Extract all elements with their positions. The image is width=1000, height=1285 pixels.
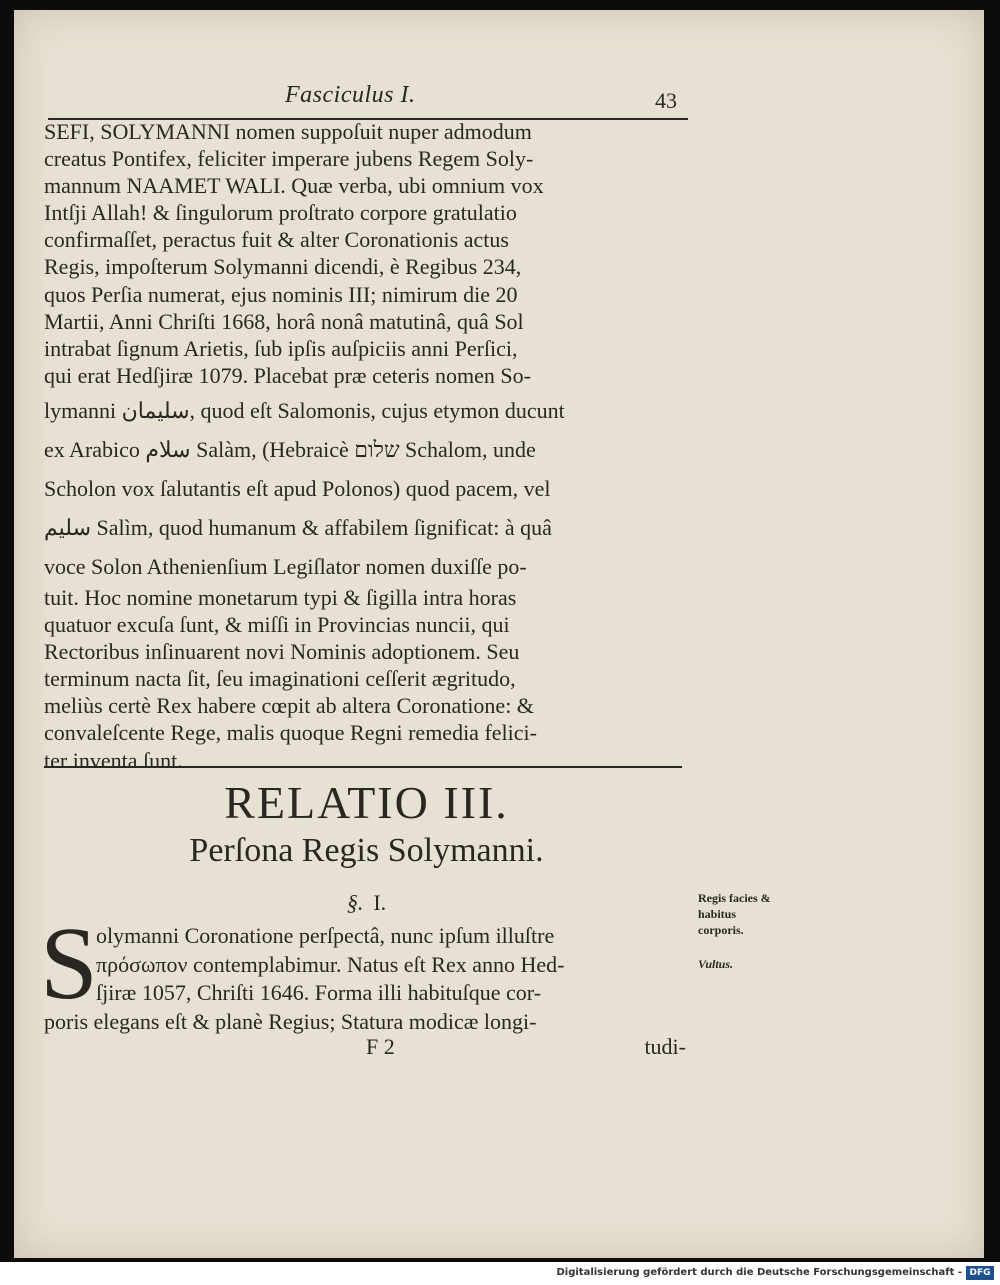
text-line: tuit. Hoc nomine monetarum typi & ſigilla intra horas	[44, 584, 517, 610]
text-line: SEFI, SOLYMANNI nomen suppoſuit nuper admodum	[44, 119, 532, 144]
text-line: confirmaſſet, peractus fuit & alter Coronationis actus	[44, 227, 509, 253]
text-line: quos Perſia numerat, ejus nominis III; nimirum die 20	[44, 281, 518, 307]
text-line: meliùs certè Rex habere cœpit ab altera Coronatione: &	[44, 693, 534, 719]
footer-bar	[0, 1262, 1000, 1285]
text-line: voce Solon Athenienſium Legiſlator nomen duxiſſe po-	[44, 553, 527, 579]
section-rule	[44, 766, 682, 768]
text-line: terminum nacta ſit, ſeu imaginationi ceſſerit ægritudo,	[44, 666, 516, 692]
text-line: intrabat ſignum Arietis, ſub ipſis auſpiciis anni Perſici,	[44, 335, 518, 361]
text-line: πρόσωπον contemplabimur. Natus eſt Rex anno Hed-	[96, 951, 565, 977]
text-line: Scholon vox ſalutantis eſt apud Polonos) quod pacem, vel	[44, 475, 551, 501]
section-title: RELATIO III.	[224, 777, 509, 828]
margin-notes	[698, 890, 778, 972]
body-text	[44, 118, 689, 774]
text-line: quatuor excuſa ſunt, & miſſi in Provincias nuncii, qui	[44, 612, 510, 638]
page-number: 43	[655, 88, 677, 113]
text-line: ſjiræ 1057, Chriſti 1646. Forma illi habituſque cor-	[96, 980, 542, 1005]
section-symbol: §.	[346, 890, 364, 915]
margin-note-1: Regis facies & habitus corporis.	[698, 891, 771, 937]
section-subtitle: Perſona Regis Solymanni.	[189, 832, 544, 869]
text-line: convaleſcente Rege, malis quoque Regni remedia felici-	[44, 720, 537, 746]
section-paragraph	[96, 922, 686, 1008]
running-head: Fasciculus I.	[285, 82, 416, 108]
text-line: olymanni Coronatione perſpectâ, nunc ipſum illuſtre	[96, 923, 555, 948]
text-line: ter inventa ſunt.	[44, 747, 183, 773]
text-line: ex Arabico سلام Salàm, (Hebraicè שלום Schalom, unde	[44, 436, 536, 462]
signature-mark: F 2	[366, 1034, 395, 1059]
text-line: سليم Salìm, quod humanum & affabilem ſignificat: à quâ	[44, 514, 552, 540]
text-line: qui erat Hedſjiræ 1079. Placebat præ ceteris nomen So-	[44, 362, 531, 388]
text-line: Martii, Anni Chriſti 1668, horâ nonâ matutinâ, quâ Sol	[44, 308, 524, 334]
catch-line	[44, 1034, 686, 1060]
drop-cap: S	[40, 906, 98, 1021]
text-line: Intſji Allah! & ſingulorum proſtrato corpore gratulatio	[44, 200, 517, 226]
text-line: Rectoribus inſinuarent novi Nominis adoptionem. Seu	[44, 639, 520, 665]
section-number: I.	[373, 890, 387, 915]
text-line: lymanni سليمان, quod eſt Salomonis, cujus etymon ducunt	[44, 397, 565, 423]
dfg-logo-icon: DFG	[966, 1266, 994, 1280]
text-line: creatus Pontifex, feliciter imperare jubens Regem Soly-	[44, 146, 534, 172]
catchword: tudi-	[644, 1034, 686, 1059]
footer-credit: Digitalisierung gefördert durch die Deutsche Forschungsgemeinschaft -	[556, 1267, 962, 1278]
text-line: mannum NAAMET WALI. Quæ verba, ubi omnium vox	[44, 173, 544, 199]
section-mark	[44, 890, 689, 916]
margin-note-2: Vultus.	[698, 957, 734, 971]
text-line: Regis, impoſterum Solymanni dicendi, è Regibus 234,	[44, 254, 522, 280]
section-paragraph-continued	[44, 1008, 686, 1037]
text-line: poris elegans eſt & planè Regius; Statura modicæ longi-	[44, 1009, 537, 1034]
